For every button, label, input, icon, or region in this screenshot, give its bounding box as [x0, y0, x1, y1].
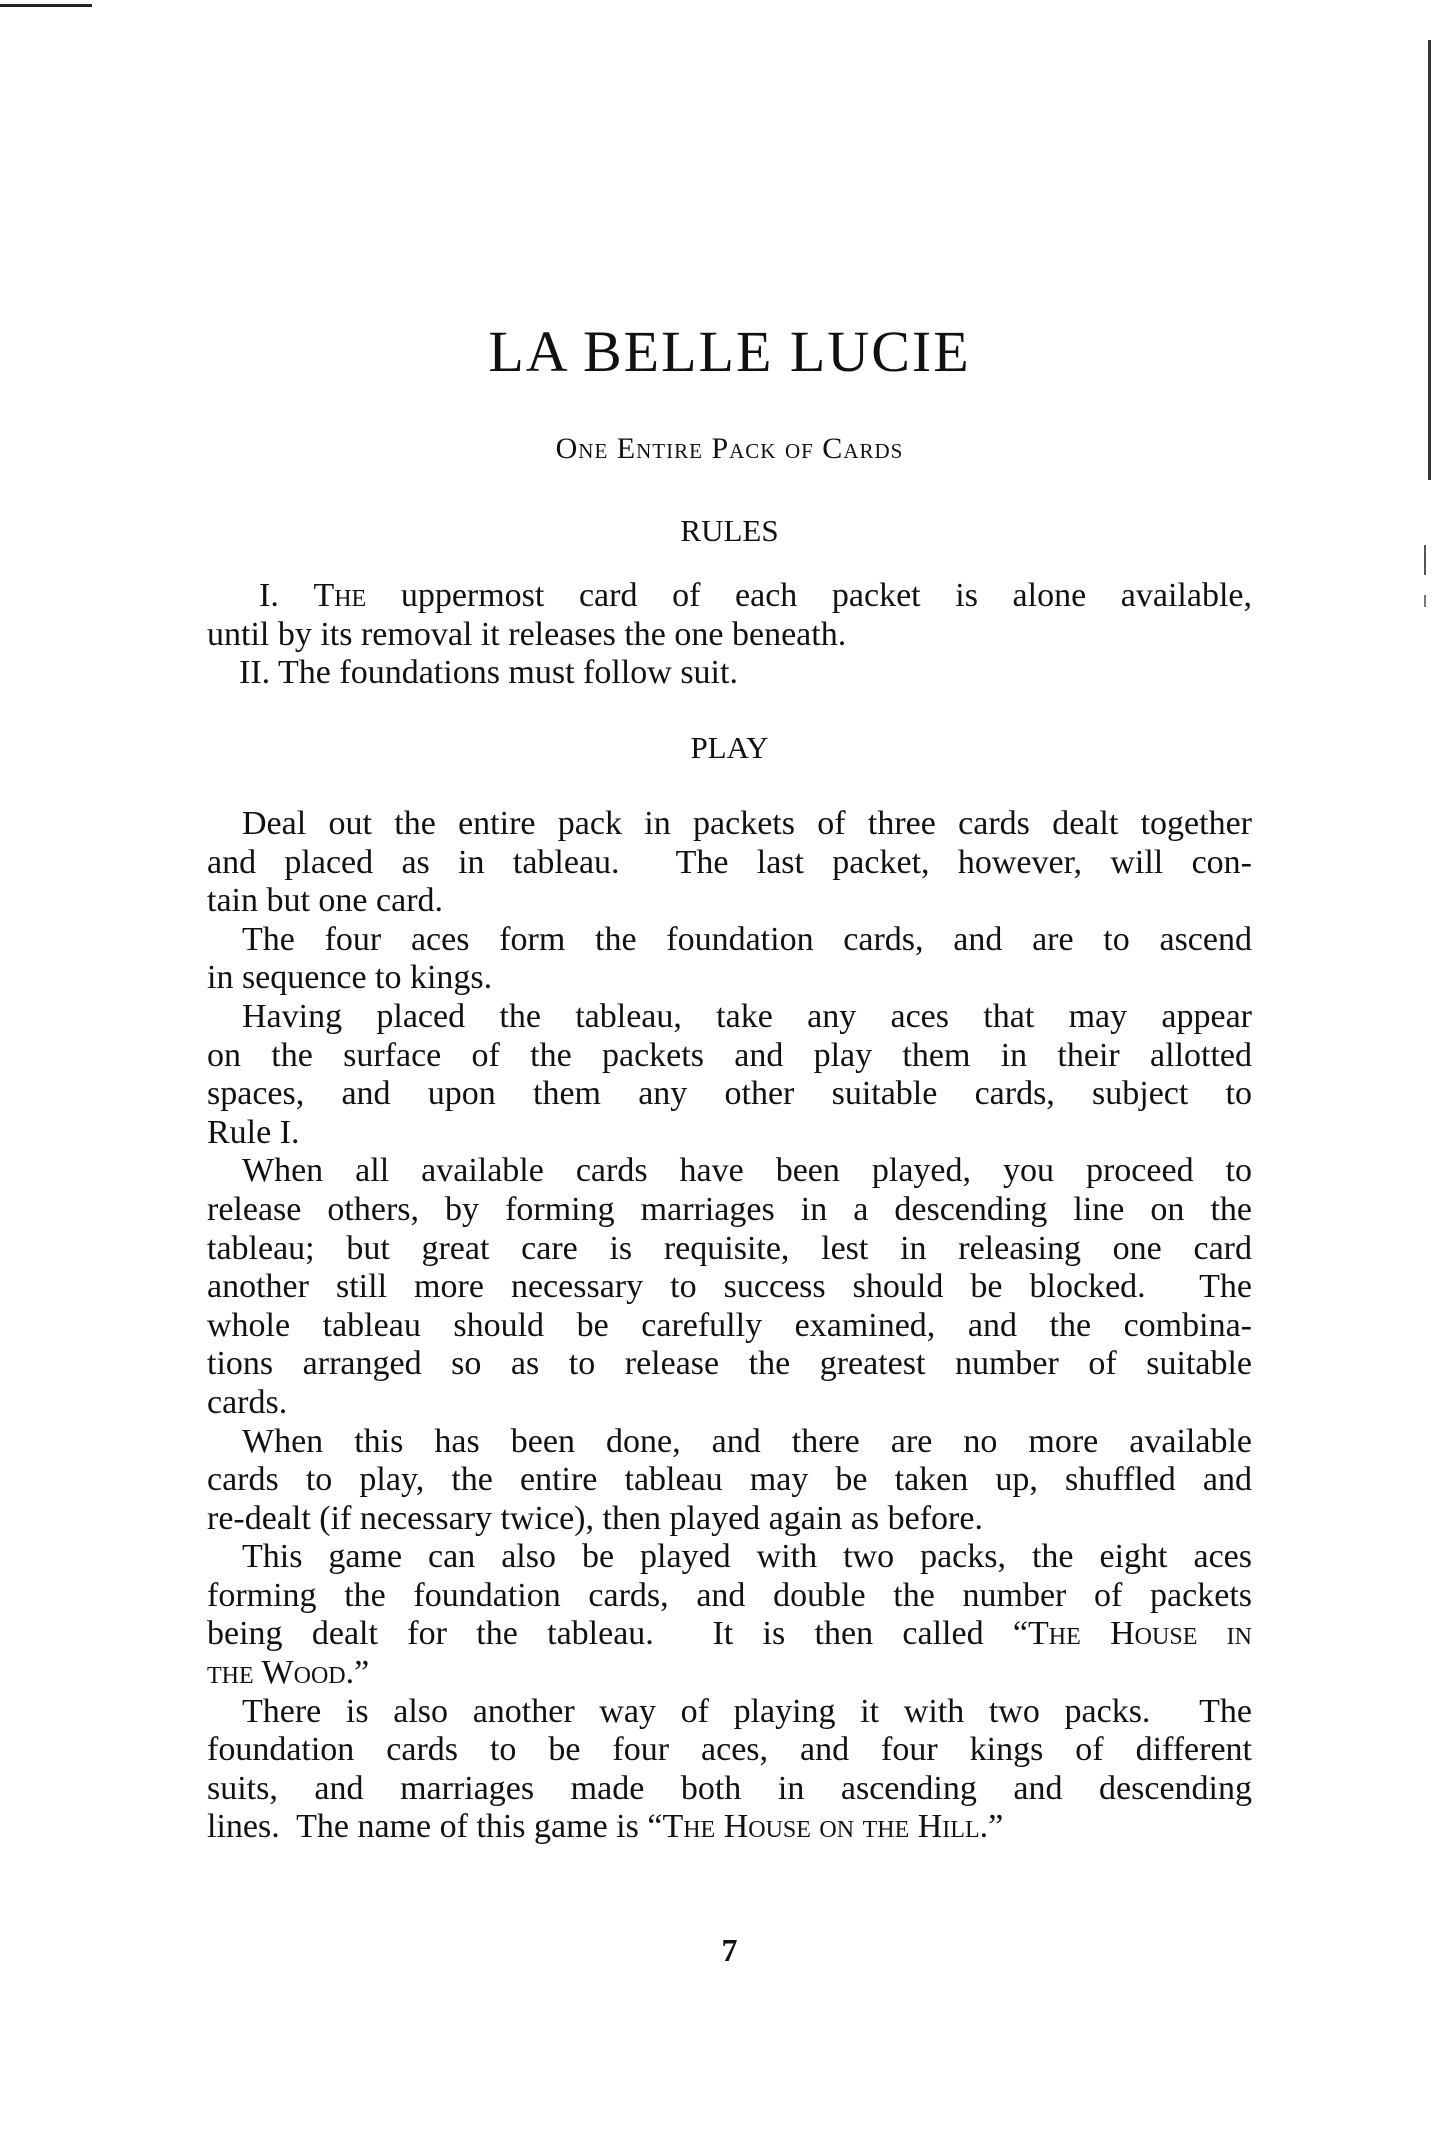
text-segment: .”	[979, 1808, 1004, 1846]
text-line	[207, 1037, 1252, 1076]
text-line	[207, 805, 1252, 844]
text-line	[207, 921, 1252, 960]
text-line	[207, 882, 1252, 921]
text-line	[207, 1615, 1252, 1654]
text-segment: When this has been done, and there are no more available	[242, 1422, 1252, 1460]
text-segment: tain but one card.	[207, 882, 444, 920]
text-segment: release others, by forming marriages in a descending line on the	[207, 1190, 1252, 1228]
text-segment: tions arranged so as to release the greatest number of suitable	[207, 1345, 1252, 1383]
text-line	[207, 654, 1252, 693]
text-line	[207, 1423, 1252, 1462]
text-line	[207, 1808, 1252, 1847]
text-segment: whole tableau should be carefully examined, and the combina-	[207, 1306, 1252, 1344]
text-segment: another still more necessary to success should be blocked. The	[207, 1268, 1252, 1306]
text-segment: foundation cards to be four aces, and four kings of different	[207, 1731, 1252, 1769]
page-edge-line	[1428, 40, 1431, 480]
rules-heading: RULES	[680, 513, 779, 548]
play-heading: PLAY	[690, 730, 769, 765]
text-line	[207, 1538, 1252, 1577]
text-segment: uppermost card of each packet is alone available,	[366, 577, 1252, 614]
text-line	[207, 1307, 1252, 1346]
text-segment: There is also another way of playing it with two packs. The	[242, 1692, 1252, 1730]
text-line	[207, 1075, 1252, 1114]
text-segment: Deal out the entire pack in packets of three cards dealt together	[242, 805, 1252, 842]
text-segment: lines. The name of this game is “	[207, 1808, 663, 1846]
text-line	[207, 1654, 1252, 1693]
text-segment: on the surface of the packets and play them in their allotted	[207, 1036, 1252, 1074]
text-line	[207, 1230, 1252, 1269]
text-segment: I.	[259, 577, 314, 614]
text-line	[207, 1770, 1252, 1809]
page-title: LA BELLE LUCIE	[488, 319, 971, 384]
text-segment: This game can also be played with two packs, the eight aces	[242, 1538, 1252, 1576]
rules-list	[207, 577, 1252, 693]
text-segment: cards to play, the entire tableau may be taken up, shuffled and	[207, 1461, 1252, 1499]
text-line	[207, 1577, 1252, 1616]
text-segment: forming the foundation cards, and double the number of packets	[207, 1576, 1252, 1614]
text-line	[207, 1693, 1252, 1732]
text-line	[207, 1384, 1252, 1423]
text-segment: tableau; but great care is requisite, lest in releasing one card	[207, 1229, 1252, 1267]
small-caps-text: The House in	[1028, 1615, 1253, 1653]
text-line	[207, 959, 1252, 998]
text-line	[207, 998, 1252, 1037]
text-segment: re-dealt (if necessary twice), then played again as before.	[207, 1499, 983, 1537]
text-line	[207, 1268, 1252, 1307]
play-text	[207, 805, 1252, 1847]
page-number: 7	[721, 1932, 738, 1968]
text-segment: The four aces form the foundation cards, and are to ascend	[242, 920, 1252, 958]
text-line	[207, 1191, 1252, 1230]
text-segment: .”	[345, 1654, 370, 1692]
corner-rule-mark	[0, 4, 92, 7]
text-segment: suits, and marriages made both in ascending and descending	[207, 1769, 1252, 1807]
text-segment: When all available cards have been played, you proceed to	[242, 1152, 1252, 1190]
small-caps-text: The House on the Hill	[662, 1808, 980, 1846]
text-segment: cards.	[207, 1383, 288, 1421]
small-caps-text: The	[313, 577, 367, 614]
text-line	[207, 1345, 1252, 1384]
text-segment: in sequence to kings.	[207, 959, 493, 997]
text-line	[207, 1731, 1252, 1770]
text-line	[207, 577, 1252, 616]
subtitle: One Entire Pack of Cards	[555, 432, 904, 465]
text-segment: Rule I.	[207, 1113, 300, 1151]
text-segment: and placed as in tableau. The last packet, however, will con-	[207, 843, 1252, 881]
text-line	[207, 1461, 1252, 1500]
text-line	[207, 844, 1252, 883]
text-segment: spaces, and upon them any other suitable cards, subject to	[207, 1075, 1252, 1113]
text-line	[207, 616, 1252, 655]
small-caps-text: the Wood	[207, 1654, 346, 1692]
text-line	[207, 1152, 1252, 1191]
text-segment: until by its removal it releases the one beneath.	[207, 615, 847, 653]
text-line	[207, 1114, 1252, 1153]
page-edge-mark	[1424, 595, 1426, 607]
page-edge-mark	[1424, 545, 1426, 575]
text-segment: II. The foundations must follow suit.	[239, 654, 738, 692]
text-segment: being dealt for the tableau. It is then called “	[207, 1615, 1029, 1653]
text-line	[207, 1500, 1252, 1539]
text-segment: Having placed the tableau, take any aces that may appear	[242, 997, 1252, 1035]
